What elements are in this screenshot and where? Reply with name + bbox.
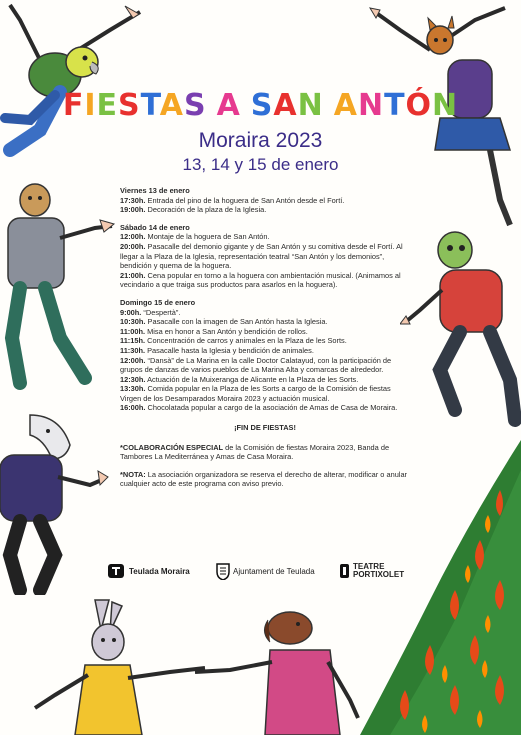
logo-teatre-text bbox=[353, 563, 404, 579]
event-item bbox=[120, 403, 410, 413]
title-letter: I bbox=[84, 88, 97, 123]
title-letter: A bbox=[216, 88, 241, 123]
title-letter: T bbox=[140, 88, 160, 123]
event-item bbox=[120, 232, 410, 242]
event-item bbox=[120, 375, 410, 385]
program-days bbox=[120, 186, 410, 413]
event-text: Actuación de la Muixeranga de Alicante en la Plaza de les Sorts. bbox=[145, 374, 359, 384]
event-time: 12:00h. bbox=[120, 232, 146, 242]
ajuntament-crest-icon bbox=[216, 562, 230, 580]
title-letter: T bbox=[384, 88, 406, 123]
event-time: 16:00h. bbox=[120, 403, 146, 413]
event-text: Chocolatada popular a cargo de la asociación de Amas de Casa de Moraira. bbox=[145, 403, 398, 413]
event-item bbox=[120, 327, 410, 337]
note-aviso-lead: *NOTA: bbox=[120, 469, 146, 479]
event-text: “Despertà”. bbox=[141, 307, 181, 317]
note-colaboracion bbox=[120, 443, 410, 462]
title-letter: A bbox=[159, 88, 184, 123]
title-letter: Ó bbox=[405, 88, 433, 123]
event-time: 11:15h. bbox=[120, 336, 146, 346]
event-text: Decoración de la plaza de la Iglesia. bbox=[145, 205, 267, 215]
logo-ajuntament-text: Ajuntament de Teulada bbox=[233, 566, 315, 576]
fin-de-fiestas: ¡FIN DE FIESTAS! bbox=[234, 423, 296, 433]
title-letter: A bbox=[333, 88, 358, 123]
event-time: 12:00h. bbox=[120, 355, 146, 365]
event-time: 11:00h. bbox=[120, 326, 146, 336]
day-title: Sábado 14 de enero bbox=[120, 222, 190, 232]
event-time: 21:00h. bbox=[120, 270, 146, 280]
poster-subtitle: Moraira 2023 bbox=[198, 129, 323, 152]
logo-teatre-portixolet bbox=[340, 558, 404, 584]
logo-ajuntament bbox=[216, 558, 315, 584]
title-letter: A bbox=[273, 88, 298, 123]
teulada-moraira-icon bbox=[108, 563, 126, 579]
event-text: Entrada del pino de la hoguera de San Antón desde el Fortí. bbox=[145, 195, 345, 205]
title-letter: F bbox=[62, 88, 85, 123]
event-time: 20:00h. bbox=[120, 241, 146, 251]
note-aviso bbox=[120, 470, 410, 489]
day-block bbox=[120, 186, 410, 215]
note-aviso-text: La asociación organizadora se reserva el derecho de alterar, modificar o anular cualquier acto de este programa con aviso previo. bbox=[120, 469, 408, 489]
event-item bbox=[120, 384, 410, 403]
turtle-dancer-illustration bbox=[400, 220, 521, 430]
event-time: 11:30h. bbox=[120, 345, 146, 355]
event-item bbox=[120, 196, 410, 206]
event-text: Cena popular en torno a la hoguera con ambientación musical. (Animamos al vecindario a que traiga sus productos para asarlos en la hoguera). bbox=[120, 270, 401, 290]
event-item bbox=[120, 205, 410, 215]
logo-teulada-moraira bbox=[108, 558, 190, 584]
program-schedule bbox=[120, 186, 410, 497]
note-colaboracion-text: de la Comisión de fiestas Moraira 2023, Banda de Tambores La Mediterránea y Amas de Casa Moraira. bbox=[120, 442, 390, 462]
poster-title bbox=[0, 88, 521, 124]
event-time: 10:30h. bbox=[120, 317, 146, 327]
hamster-dancer-illustration bbox=[0, 178, 120, 398]
event-text: Misa en honor a San Antón y bendición de rollos. bbox=[145, 326, 308, 336]
event-item bbox=[120, 271, 410, 290]
note-colaboracion-lead: *COLABORACIÓN ESPECIAL bbox=[120, 442, 224, 452]
event-time: 13:30h. bbox=[120, 384, 146, 394]
event-text: Pasacalle del demonio gigante y de San Antón y su comitiva desde el Fortí. Al llegar a la Plaza de la Iglesia, representación teatral “San Antón y los demonios”, bendición y quema de la hoguera. bbox=[120, 241, 403, 271]
event-time: 9:00h. bbox=[120, 307, 142, 317]
day-block bbox=[120, 298, 410, 413]
day-title: Domingo 15 de enero bbox=[120, 297, 196, 307]
title-letter: N bbox=[357, 88, 385, 123]
logo-teatre-line1: TEATRE bbox=[353, 562, 385, 571]
title-letter: S bbox=[183, 88, 207, 123]
rabbit-dancer-illustration bbox=[30, 590, 210, 735]
event-time: 12:30h. bbox=[120, 374, 146, 384]
event-text: Concentración de carros y animales en la Plaza de les Sorts. bbox=[145, 336, 347, 346]
logo-teatre-line3: ET bbox=[393, 570, 405, 579]
logo-teatre-line2: PORTIXOL bbox=[353, 570, 394, 579]
title-letter: E bbox=[96, 88, 118, 123]
event-item bbox=[120, 317, 410, 327]
event-item bbox=[120, 308, 410, 318]
event-time: 17:30h. bbox=[120, 195, 146, 205]
teatre-mark-icon bbox=[340, 562, 350, 580]
event-item bbox=[120, 346, 410, 356]
title-letter: S bbox=[250, 88, 274, 123]
event-time: 19:00h. bbox=[120, 205, 146, 215]
logo-teulada-moraira-text: Teulada Moraira bbox=[129, 566, 190, 576]
event-text: Comida popular en la Plaza de les Sorts a cargo de la Comisión de fiestas Virgen de los Desamparados Moraira 2023 y actuación musical. bbox=[120, 384, 391, 403]
sponsor-logos bbox=[108, 558, 428, 586]
title-letter: N bbox=[432, 88, 459, 123]
event-text: “Dansà” de La Marina en la calle Doctor Calatayud, con la participación de grupos de danzas de varios pueblos de La Marina Alta y comarcas de alrededor. bbox=[120, 355, 392, 375]
horse-dancer-illustration bbox=[0, 405, 110, 595]
title-letter: N bbox=[297, 88, 324, 123]
day-block bbox=[120, 223, 410, 290]
event-item bbox=[120, 242, 410, 271]
dog-dancer-illustration bbox=[190, 600, 360, 735]
event-text: Pasacalle con la imagen de San Antón hasta la Iglesia. bbox=[145, 317, 328, 327]
day-title: Viernes 13 de enero bbox=[120, 186, 190, 195]
poster-dates: 13, 14 y 15 de enero bbox=[182, 155, 339, 174]
title-letter: S bbox=[118, 88, 141, 123]
event-item bbox=[120, 356, 410, 375]
event-item bbox=[120, 336, 410, 346]
event-text: Pasacalle hasta la Iglesia y bendición de animales. bbox=[145, 345, 314, 355]
event-text: Montaje de la hoguera de San Antón. bbox=[145, 232, 270, 242]
